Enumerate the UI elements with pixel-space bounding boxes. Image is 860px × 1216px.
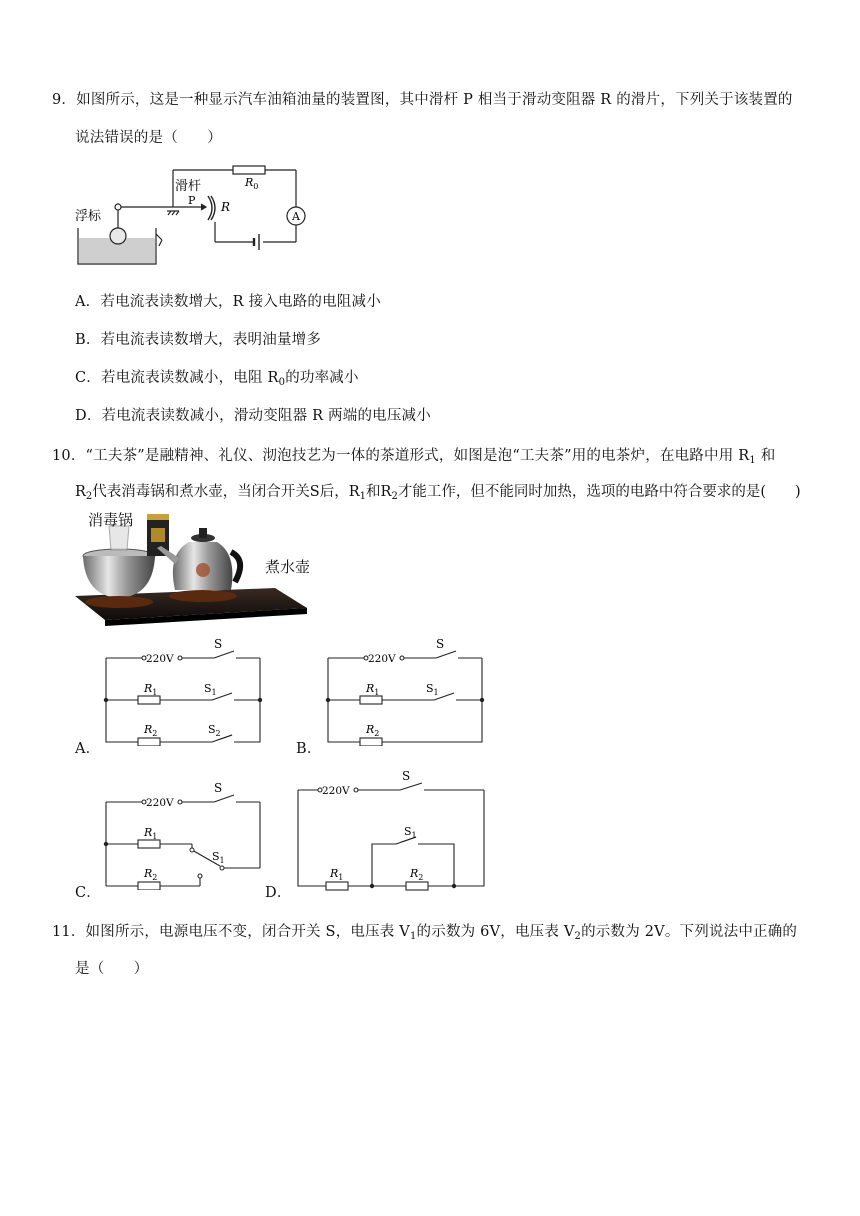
circuit-c-caption: C． (75, 885, 101, 901)
float-label: 浮标 (75, 209, 102, 224)
circuit-d-caption: D． (265, 885, 292, 901)
p-label: P (188, 194, 196, 207)
q10-stem-line1: 10．“工夫茶”是融精神、礼仪、沏泡技艺为一体的茶道形式，如图是泡“工夫茶”用的电茶炉，在电路中用 $R_1$ 和 (52, 448, 776, 466)
svg-text:S: S (402, 769, 411, 783)
svg-text:S: S (214, 781, 223, 795)
q9-option-b: B．若电流表读数增大，表明油量增多 (75, 332, 322, 348)
svg-text:R2: $R_2$ (366, 723, 380, 738)
q9-stem-line2: 说法错误的是（ ） (75, 130, 222, 146)
svg-text:220V: 220V (146, 797, 174, 809)
svg-text:R2: $R_2$ (144, 867, 158, 882)
svg-text:220V: 220V (322, 785, 350, 797)
resistor-r0 (233, 166, 265, 174)
pot-label: 消毒锅 (88, 511, 134, 529)
circuit-a-caption: A． (75, 741, 101, 757)
svg-text:S2: $S_2$ (208, 723, 221, 738)
q11-stem-line1: 11．如图所示，电源电压不变，闭合开关 S，电压表 $V_1$的示数为 6V，电压表 $V_2$的示数为 2V。下列说法中正确的 (52, 924, 798, 942)
q9-option-c: C．若电流表读数减小，电阻 $R_0$的功率减小 (75, 370, 359, 388)
svg-text:S: S (436, 637, 445, 651)
svg-text:S1: $S_1$ (404, 825, 417, 840)
q10-stem-line2: $R_2$代表消毒锅和煮水壶，当闭合开关S后，$R_1$和$R_2$才能工作，但不能同时加热，选项的电路中符合要求的是( ) (75, 484, 801, 502)
q9-stem-line1: 9．如图所示，这是一种显示汽车油箱油量的装置图，其中滑杆 P 相当于滑动变阻器 R 的滑片，下列关于该装置的 (52, 92, 793, 108)
ammeter-label: A (292, 210, 300, 223)
switch-s (214, 651, 234, 658)
circuit-d (288, 766, 492, 892)
svg-text:220V: 220V (368, 653, 396, 665)
svg-text:R1: $R_1$ (366, 682, 380, 697)
resistor-r2 (138, 738, 160, 746)
svg-text:R0: $R_0$ (245, 176, 259, 191)
q9-fuel-gauge-diagram (70, 160, 320, 270)
kettle-label: 煮水壶 (265, 558, 311, 576)
svg-text:220V: 220V (146, 653, 174, 665)
float-ball (110, 228, 126, 244)
svg-text:S1: $S_1$ (204, 682, 217, 697)
resistor-r1 (138, 696, 160, 704)
circuit-c (96, 778, 268, 890)
svg-text:S1: $S_1$ (212, 850, 225, 865)
svg-text:S: S (214, 637, 223, 651)
q9-option-a: A．若电流表读数增大，R 接入电路的电阻减小 (75, 294, 381, 310)
r0-label: R (245, 176, 254, 189)
svg-text:R1: $R_1$ (144, 682, 158, 697)
svg-text:R2: $R_2$ (410, 867, 424, 882)
rod-label: 滑杆 (175, 179, 202, 194)
circuit-a (96, 634, 268, 746)
svg-text:R2: $R_2$ (144, 723, 158, 738)
circuit-b-caption: B． (296, 741, 322, 757)
q9-option-d: D．若电流表读数减小，滑动变阻器 R 两端的电压减小 (75, 408, 431, 424)
svg-text:R1: $R_1$ (144, 826, 158, 841)
r-label: R (221, 200, 231, 214)
circuit-b (318, 634, 490, 746)
q11-stem-line2: 是（ ） (75, 961, 149, 977)
svg-text:R1: $R_1$ (330, 867, 344, 882)
svg-text:S1: $S_1$ (426, 682, 439, 697)
